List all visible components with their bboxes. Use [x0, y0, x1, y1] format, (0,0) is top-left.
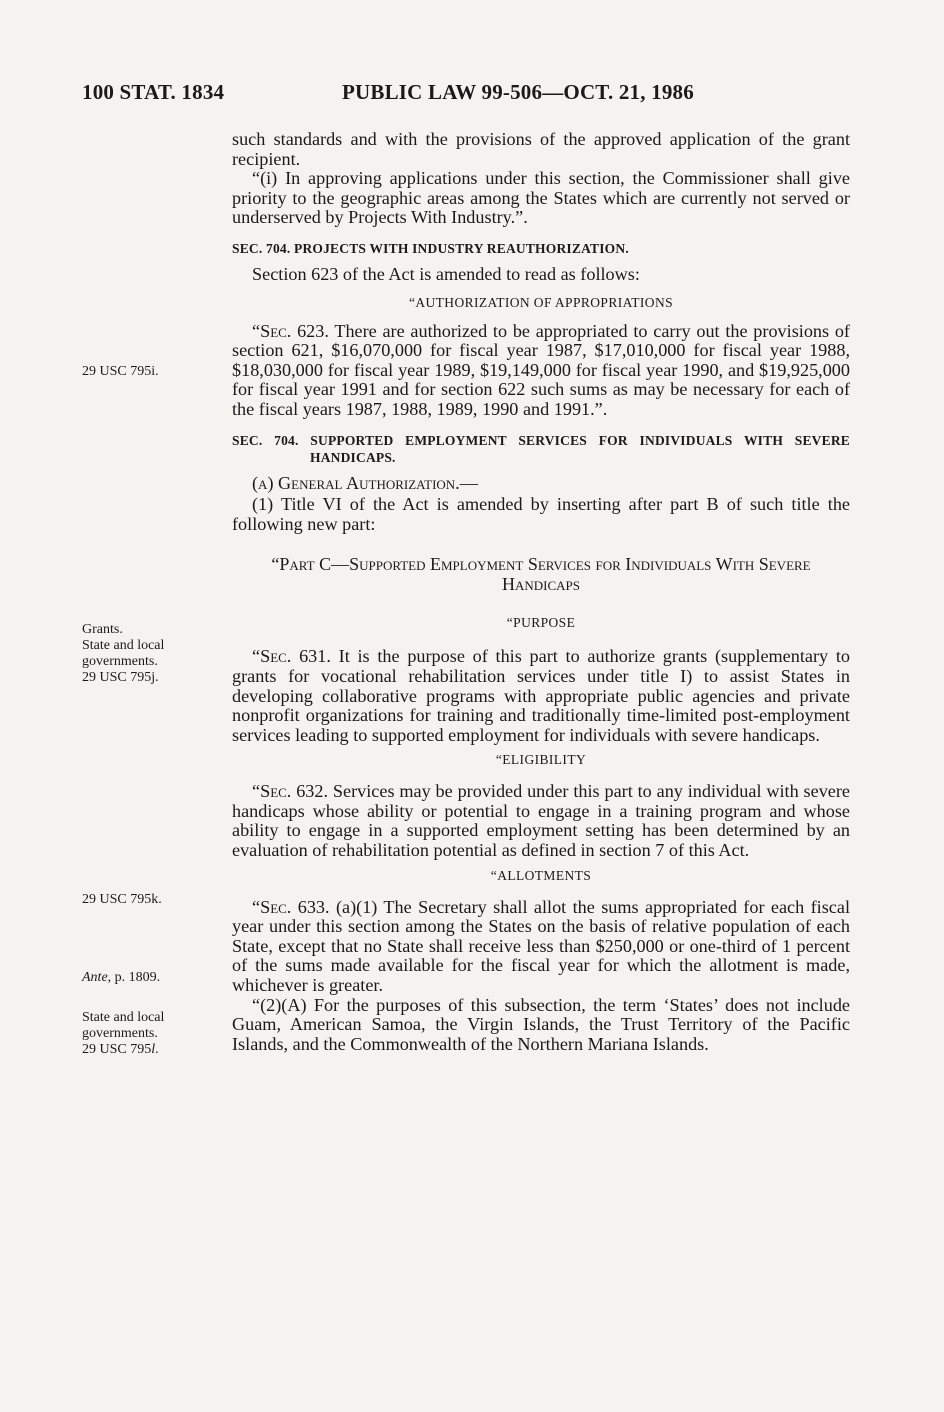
paragraph-priority: “(i) In approving applications under this section, the Commissioner shall give priority to the geographic areas among the States which are currently not served or underserved by Projects With Industry.”.	[232, 168, 850, 228]
law-title: PUBLIC LAW 99-506—OCT. 21, 1986	[342, 80, 694, 104]
heading-part-c: “Part C—Supported Employment Services for Individuals With Severe Handicaps	[271, 554, 811, 595]
paragraph-section-623-amend: Section 623 of the Act is amended to read as follows:	[252, 263, 640, 284]
margin-note-citation-795k: 29 USC 795k.	[82, 892, 162, 907]
paragraph-continuation: such standards and with the provisions of the approved application of the grant recipient.	[232, 129, 850, 169]
margin-note-citation-795i: 29 USC 795i.	[82, 364, 159, 379]
paragraph-sec-623	[232, 322, 850, 420]
margin-note-citation-795j: 29 USC 795j.	[82, 670, 159, 685]
page-reference: 100 STAT. 1834	[82, 80, 225, 104]
sec-633-text: (a)(1) The Secretary shall allot the sums appropriated for each fiscal year under this section among the States on the basis of relative population of each State, except that no State shall receive less than $250,000 or one-third of 1 percent of the sums made available for the fiscal year for which the allotment is made, whichever is greater.	[232, 896, 850, 996]
margin-note-state-local: State and local governments.	[82, 638, 165, 669]
paragraph-sec-631	[232, 647, 850, 745]
paragraph-sec-633	[232, 898, 850, 996]
body-text	[232, 130, 850, 1054]
heading-eligibility: “ELIGIBILITY	[495, 752, 587, 768]
sec-632-text: Services may be provided under this part to any individual with severe handicaps whose ability or potential to engage in a training program and whose ability to engage in a supported employment setting has been determined by an evaluation of rehabilitation potential as defined in section 7 of this Act.	[232, 781, 850, 861]
paragraph-title-vi-amend: (1) Title VI of the Act is amended by inserting after part B of such title the following new part:	[232, 494, 850, 534]
sec-623-label: “Sec. 623.	[252, 320, 329, 341]
margin-note-ante-italic: Ante	[82, 970, 108, 985]
subsection-general-authorization: (a) General Authorization.—	[252, 472, 478, 493]
margin-note-ante	[82, 970, 212, 986]
heading-authorization: “AUTHORIZATION OF APPROPRIATIONS	[408, 294, 674, 310]
sec-631-label: “Sec. 631.	[252, 646, 331, 667]
sec-623-text: There are authorized to be appropriated to carry out the provisions of section 621, $16,070,000 for fiscal year 1987, $17,010,000 for fiscal year 1988, $18,030,000 for fiscal year 1989, $19,149,000 for fiscal year 1990, and $19,925,000 for fiscal year 1991 and for section 622 such sums as may be necessary for each of the fiscal years 1987, 1988, 1989, 1990 and 1991.”.	[232, 320, 850, 419]
margin-note-ante-page: , p. 1809.	[107, 970, 161, 985]
paragraph-states-definition: “(2)(A) For the purposes of this subsection, the term ‘States’ does not include Guam, American Samoa, the Virgin Islands, the Trust Territory of the Pacific Islands, and the Commonwealth of the Northern Mariana Islands.	[232, 994, 850, 1054]
section-heading-704-supported: SEC. 704. SUPPORTED EMPLOYMENT SERVICES FOR INDIVIDUALS WITH SEVERE HANDICAPS.	[232, 432, 850, 465]
margin-note-state-local-2-text: State and local governments.	[82, 1010, 165, 1041]
margin-note-grants-label: Grants.	[82, 622, 123, 637]
sec-632-label: “Sec. 632.	[252, 781, 329, 802]
margin-note-grants	[82, 622, 212, 686]
sec-631-text: It is the purpose of this part to authorize grants (supplementary to grants for vocational rehabilitation services under title I) to assist States in developing collaborative programs with appropriate public agencies and private nonprofit organizations for training and traditionally time-limited post-employment services leading to supported employment for individuals with severe handicaps.	[232, 646, 850, 745]
heading-purpose: “PURPOSE	[506, 615, 576, 631]
margin-note-795l-prefix: 29 USC 795	[82, 1042, 152, 1057]
section-heading-704-projects: SEC. 704. PROJECTS WITH INDUSTRY REAUTHORIZATION.	[232, 240, 629, 256]
margin-note-795l-end: .	[155, 1042, 159, 1057]
paragraph-sec-632	[232, 782, 850, 860]
sec-633-label: “Sec. 633.	[252, 896, 330, 917]
heading-allotments: “ALLOTMENTS	[490, 867, 592, 883]
margin-note-state-local-2	[82, 1010, 212, 1058]
margin-note-795l-italic: l	[151, 1042, 156, 1057]
margin-note-citation-795l	[82, 1042, 212, 1058]
